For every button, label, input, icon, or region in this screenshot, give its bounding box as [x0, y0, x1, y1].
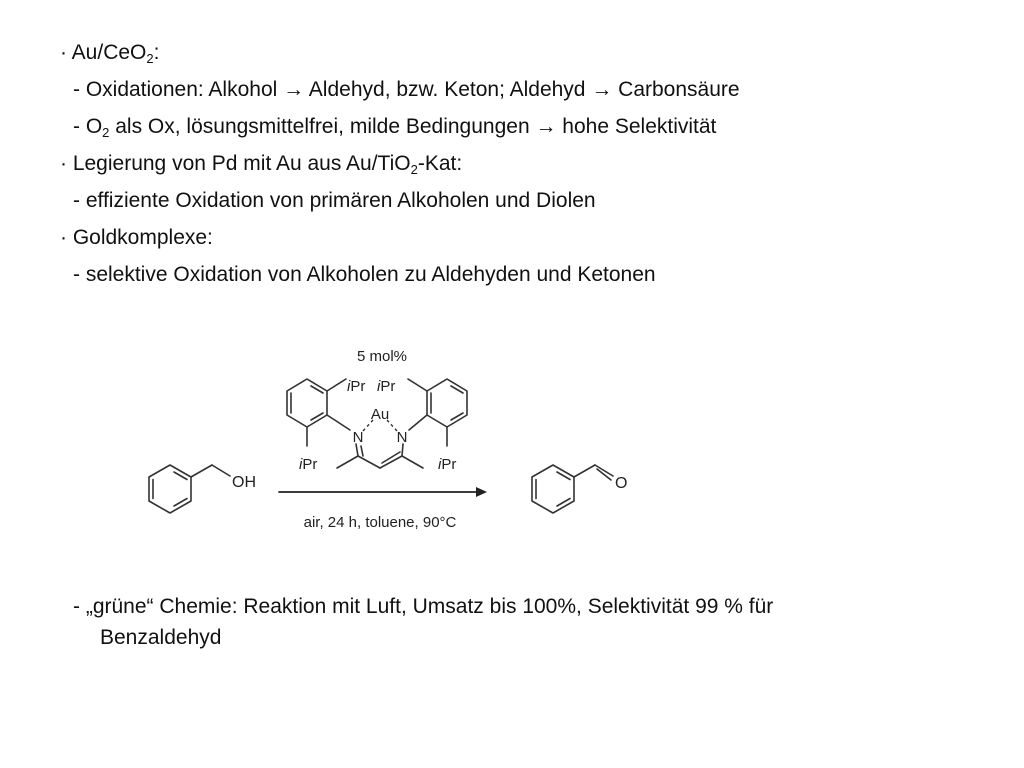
nitrogen-right: N: [396, 429, 408, 446]
arrow-head: [476, 487, 487, 497]
footer-green-chemistry: - „grüne“ Chemie: Reaktion mit Luft, Umsatz bis 100%, Selektivität 99 % für: [73, 595, 774, 618]
bullet-text: als Ox, lösungsmittelfrei, milde Bedingungen → hohe Selektivität: [109, 115, 717, 138]
benzaldehyde-structure: [532, 465, 613, 513]
footer-benzaldehyde: Benzaldehyd: [100, 626, 222, 649]
catalyst-right-aryl: [408, 379, 467, 446]
catalyst-backbone: [337, 444, 423, 468]
bullet-gold-complexes: · Goldkomplexe:: [60, 226, 213, 249]
ipr-label-bottom-right: iPr: [438, 456, 457, 473]
subscript: 2: [146, 51, 154, 66]
ipr-label-bottom-left: iPr: [299, 456, 318, 473]
subbullet-selective-oxidation: - selektive Oxidation von Alkoholen zu Aldehyden und Ketonen: [73, 263, 656, 286]
subscript: 2: [410, 162, 418, 177]
benzyl-alcohol-structure: [149, 465, 230, 513]
ipr-label-top-left: iPr: [347, 378, 366, 395]
nitrogen-left: N: [352, 429, 364, 446]
reaction-conditions: air, 24 h, toluene, 90°C: [303, 514, 457, 531]
catalyst-loading: 5 mol%: [356, 348, 408, 365]
subbullet-efficient-oxidation: - effiziente Oxidation von primären Alkoholen und Diolen: [73, 189, 596, 212]
ipr-label-top-right: iPr: [377, 378, 396, 395]
gold-label: Au: [370, 406, 390, 423]
bullet-text: :: [153, 41, 160, 64]
bullet-text: - O: [73, 115, 103, 138]
hydroxyl-label: OH: [232, 474, 256, 491]
carbonyl-oxygen-label: O: [615, 475, 628, 492]
bullet-text: · Legierung von Pd mit Au aus Au/TiO: [60, 152, 411, 175]
subbullet-oxidations: - Oxidationen: Alkohol → Aldehyd, bzw. Keton; Aldehyd → Carbonsäure: [73, 78, 740, 101]
bullet-text: · Au/CeO: [60, 41, 147, 64]
bullet-text: -Kat:: [417, 152, 463, 175]
subscript: 2: [102, 125, 110, 140]
catalyst-left-aryl: [287, 379, 350, 446]
